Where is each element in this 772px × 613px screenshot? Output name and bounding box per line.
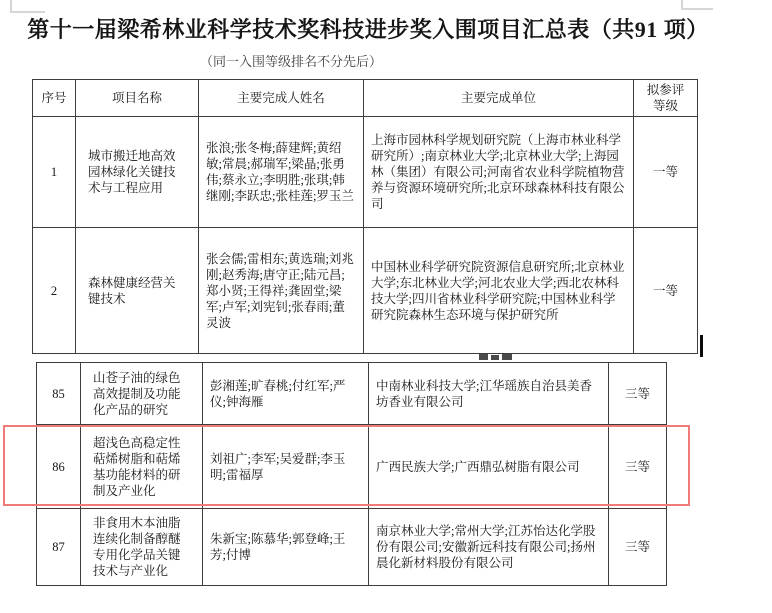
table-row (33, 228, 698, 354)
column-header-0[interactable]: 序号 (33, 80, 76, 117)
cell-project-name[interactable]: 超浅色高稳定性萜烯树脂和萜烯基功能材料的研制及产业化 (81, 425, 203, 509)
cell-index[interactable]: 86 (37, 425, 81, 509)
highlight-box[interactable] (3, 425, 690, 506)
table-row (37, 509, 667, 586)
cell-index[interactable]: 85 (37, 363, 81, 425)
column-header-2[interactable]: 主要完成人姓名 (199, 80, 364, 117)
summary-table-top-section[interactable] (32, 79, 698, 354)
cell-people[interactable]: 张浪;张冬梅;薛建辉;黄绍敏;常晨;郝瑞军;梁晶;张勇伟;蔡永立;李明胜;张琪;韩继刚;李跃忠;张桂莲;罗玉兰 (199, 117, 364, 228)
document-subtitle: （同一入围等级排名不分先后） (199, 54, 382, 69)
cell-index[interactable]: 2 (33, 228, 76, 354)
cell-index[interactable]: 87 (37, 509, 81, 586)
table-row (33, 117, 698, 228)
margin-corner-mark-left (10, 0, 45, 13)
cell-units[interactable]: 中南林业科技大学;江华瑶族自治县美香坊香业有限公司 (369, 363, 609, 425)
cell-units[interactable]: 中国林业科学研究院资源信息研究所;北京林业大学;东北林业大学;河北农业大学;西北农林科技大学;四川省林业科学研究院;中国林业科学研究院森林生态环境与保护研究所 (364, 228, 634, 354)
cell-grade[interactable]: 一等 (634, 228, 698, 354)
text-cursor (700, 335, 703, 357)
cell-people[interactable]: 张会儒;雷相东;黄选瑞;刘兆刚;赵秀海;唐守正;陆元昌;郑小贤;王得祥;龚固堂;梁军;卢军;刘宪钊;张春雨;董灵波 (199, 228, 364, 354)
clipped-text-fragment (479, 354, 521, 361)
cell-units[interactable]: 上海市园林科学规划研究院（上海市林业科学研究所）;南京林业大学;北京林业大学;上海园林（集团）有限公司;河南省农业科学院植物营养与资源环境研究所;北京环球森林科技有限公司 (364, 117, 634, 228)
document-title: 第十一届梁希林业科学技术奖科技进步奖入围项目汇总表（共91 项） (27, 17, 709, 42)
cell-grade[interactable]: 三等 (609, 509, 667, 586)
cell-index[interactable]: 1 (33, 117, 76, 228)
cell-grade[interactable]: 三等 (609, 363, 667, 425)
cell-units[interactable]: 广西民族大学;广西鼎弘树脂有限公司 (369, 425, 609, 509)
cell-project-name[interactable]: 山苍子油的绿色高效提制及功能化产品的研究 (81, 363, 203, 425)
cell-units[interactable]: 南京林业大学;常州大学;江苏怡达化学股份有限公司;安徽新远科技有限公司;扬州晨化新材料股份有限公司 (369, 509, 609, 586)
cell-grade[interactable]: 一等 (634, 117, 698, 228)
cell-people[interactable]: 朱新宝;陈慕华;郭登峰;王芳;付博 (203, 509, 369, 586)
margin-corner-mark-right (681, 0, 713, 10)
cell-grade[interactable]: 三等 (609, 425, 667, 509)
cell-people[interactable]: 彭湘莲;旷春桃;付红军;严仪;钟海雁 (203, 363, 369, 425)
column-header-3[interactable]: 主要完成单位 (364, 80, 634, 117)
cell-project-name[interactable]: 森林健康经营关键技术 (76, 228, 199, 354)
cell-project-name[interactable]: 城市搬迁地高效园林绿化关键技术与工程应用 (76, 117, 199, 228)
cell-people[interactable]: 刘祖广;李军;吴爱群;李玉明;雷福厚 (203, 425, 369, 509)
cell-project-name[interactable]: 非食用木本油脂连续化制备醇醚专用化学品关键技术与产业化 (81, 509, 203, 586)
table-row (37, 363, 667, 425)
table-header-row (33, 80, 698, 117)
column-header-1[interactable]: 项目名称 (76, 80, 199, 117)
column-header-4[interactable]: 拟参评等级 (634, 80, 698, 117)
